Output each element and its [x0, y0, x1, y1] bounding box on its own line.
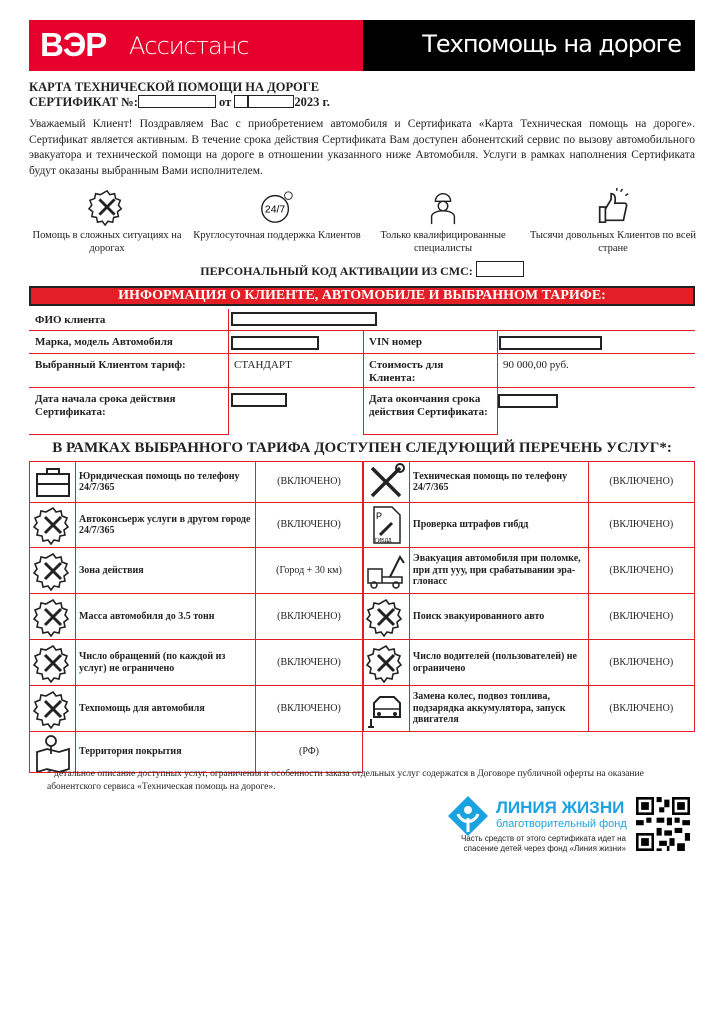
- car-model-label: Марка, модель Автомобиля: [29, 331, 363, 354]
- fine-document-icon: [366, 505, 406, 545]
- service-icon-cell: [30, 640, 76, 686]
- service-banner: [363, 20, 695, 71]
- service-name: Масса автомобиля до 3.5 тонн: [76, 594, 256, 640]
- service-icon-cell: [364, 686, 410, 732]
- feature-item: [528, 188, 698, 255]
- service-name: Число обращений (по каждой из услуг) не ограничено: [76, 640, 256, 686]
- service-icon-cell: [30, 686, 76, 732]
- service-name: Число водителей (пользователей) не ограничено: [409, 640, 588, 686]
- charity-caption: Часть средств от этого сертификата идет на спасение детей через фонд «Линия жизни»: [460, 834, 626, 853]
- start-date-label: Дата начала срока действия Сертификата:: [29, 388, 228, 435]
- tariff-label: Выбранный Клиентом тариф:: [29, 354, 228, 388]
- thumbs-up-icon: [593, 188, 633, 226]
- certificate-heading: [29, 80, 330, 110]
- service-status: (ВКЛЮЧЕНО): [588, 503, 694, 548]
- feature-item: [22, 188, 192, 255]
- service-row: [364, 548, 695, 594]
- service-status: (ВКЛЮЧЕНО): [256, 462, 363, 503]
- service-status: (ВКЛЮЧЕНО): [256, 594, 363, 640]
- service-row: [30, 548, 363, 594]
- service-title: Техпомощь на дороге: [422, 30, 681, 58]
- service-name: Поиск эвакуированного авто: [409, 594, 588, 640]
- divider: [228, 309, 229, 435]
- price-label: Стоимость для Клиента:: [363, 354, 497, 388]
- brand-logo: ВЭР: [40, 26, 107, 63]
- services-title: В РАМКАХ ВЫБРАННОГО ТАРИФА ДОСТУПЕН СЛЕДУЮЩИЙ ПЕРЕЧЕНЬ УСЛУГ*:: [52, 440, 672, 456]
- service-name: Эвакуация автомобиля при поломке, при дтп ууу, при срабатывании эра-глонасс: [409, 548, 588, 594]
- end-date-field[interactable]: [498, 394, 558, 408]
- vin-field[interactable]: [499, 336, 602, 350]
- feature-item: [192, 188, 362, 242]
- gear-tools-icon: [87, 188, 127, 226]
- service-name: Техпомощь для автомобиля: [76, 686, 256, 732]
- mechanic-icon: [423, 188, 463, 226]
- service-icon-cell: [364, 594, 410, 640]
- svg-text:P: P: [376, 511, 383, 521]
- svg-text:ГИБДД: ГИБДД: [375, 538, 392, 544]
- service-status: (ВКЛЮЧЕНО): [588, 462, 694, 503]
- car-model-field[interactable]: [231, 336, 319, 350]
- service-icon-cell: [30, 462, 76, 503]
- service-row: [30, 503, 363, 548]
- service-name: Техническая помощь по телефону 24/7/365: [409, 462, 588, 503]
- service-row: [30, 640, 363, 686]
- from-label: от: [218, 95, 232, 109]
- services-table-right: [363, 461, 695, 732]
- service-status: (ВКЛЮЧЕНО): [588, 548, 694, 594]
- service-icon-cell: [364, 462, 410, 503]
- brand-suffix: Ассистанс: [129, 32, 249, 60]
- gear-tools-icon: [33, 689, 73, 729]
- wrench-screwdriver-icon: [366, 462, 406, 502]
- service-status: (РФ): [256, 732, 363, 773]
- service-row: [364, 640, 695, 686]
- gear-tools-icon: [366, 643, 406, 683]
- start-date-field[interactable]: [231, 393, 287, 407]
- day-field[interactable]: [234, 95, 248, 108]
- service-status: (ВКЛЮЧЕНО): [588, 686, 694, 732]
- service-status: (ВКЛЮЧЕНО): [588, 640, 694, 686]
- year-label: 2023 г.: [294, 95, 330, 109]
- divider: [363, 331, 364, 435]
- feature-label: Круглосуточная поддержка Клиентов: [193, 230, 361, 241]
- feature-label: Только квалифицированные специалисты: [380, 230, 506, 254]
- client-name-label: ФИО клиента: [29, 309, 695, 331]
- charity-name: ЛИНИЯ ЖИЗНИ: [496, 798, 625, 817]
- activation-code-field[interactable]: [476, 261, 524, 277]
- service-icon-cell: [364, 640, 410, 686]
- service-icon-cell: [30, 548, 76, 594]
- service-row: [30, 732, 363, 773]
- certificate-title: КАРТА ТЕХНИЧЕСКОЙ ПОМОЩИ НА ДОРОГЕ: [29, 80, 320, 94]
- certificate-number-field[interactable]: [138, 95, 216, 108]
- charity-subtitle: благотворительный фонд: [496, 818, 627, 830]
- activation-code-label: ПЕРСОНАЛЬНЫЙ КОД АКТИВАЦИИ ИЗ СМС:: [200, 264, 473, 278]
- service-icon-cell: [364, 503, 410, 548]
- service-status: (Город + 30 км): [256, 548, 363, 594]
- service-status: (ВКЛЮЧЕНО): [256, 640, 363, 686]
- gear-tools-icon: [33, 551, 73, 591]
- service-name: Проверка штрафов гибдд: [409, 503, 588, 548]
- charity-logo-icon: [446, 796, 490, 836]
- service-row: [30, 594, 363, 640]
- info-section-title: ИНФОРМАЦИЯ О КЛИЕНТЕ, АВТОМОБИЛЕ И ВЫБРАННОМ ТАРИФЕ:: [29, 286, 695, 306]
- divider: [497, 331, 498, 435]
- certificate-number-label: СЕРТИФИКАТ №:: [29, 95, 138, 109]
- service-row: [30, 686, 363, 732]
- service-icon-cell: [30, 732, 76, 773]
- feature-label: Тысячи довольных Клиентов по всей стране: [529, 230, 696, 254]
- footnote: * детальное описание доступных услуг, ограничения и особенности заказа отдельных услуг содержатся в Договоре публичной оферты на оказание абонентского сервиса «Техническая помощь на дороге».: [47, 769, 644, 792]
- tariff-value: СТАНДАРТ: [228, 354, 363, 388]
- vin-label: VIN номер: [363, 331, 695, 354]
- service-icon-cell: [30, 503, 76, 548]
- service-name: Юридическая помощь по телефону 24/7/365: [76, 462, 256, 503]
- service-row: [364, 462, 695, 503]
- 24-7-icon: [257, 188, 297, 226]
- qr-code[interactable]: [636, 797, 690, 851]
- map-pin-icon: [33, 732, 73, 772]
- feature-item: [358, 188, 528, 255]
- feature-label: Помощь в сложных ситуациях на дорогах: [32, 230, 182, 254]
- gear-tools-icon: [33, 597, 73, 637]
- price-value: 90 000,00 руб.: [497, 354, 695, 388]
- svg-text:24/7: 24/7: [264, 204, 286, 216]
- briefcase-icon: [33, 462, 73, 502]
- end-date-label: Дата окончания срока действия Сертификата:: [363, 388, 497, 435]
- service-row: [364, 686, 695, 732]
- service-icon-cell: [30, 594, 76, 640]
- services-table-left: [29, 461, 363, 773]
- gear-tools-icon: [33, 505, 73, 545]
- service-status: (ВКЛЮЧЕНО): [256, 503, 363, 548]
- activation-code-row: [0, 261, 724, 279]
- car-jack-icon: [366, 689, 406, 729]
- gear-tools-icon: [366, 597, 406, 637]
- service-row: [364, 594, 695, 640]
- service-icon-cell: [364, 548, 410, 594]
- service-row: [364, 503, 695, 548]
- intro-text: Уважаемый Клиент! Поздравляем Вас с приобретением автомобиля и Сертификата «Карта Техническая помощь на дороге». Сертификат является активным. В течение срока действия Сертификата Вам доступен абонентский сервис по вызову автомобильного эвакуатора и технической помощи на дороге в отношении указанного ниже Автомобиля. Услуги в рамках наполнения Сертификата будут оказаны выбранным Вами исполнителем.: [29, 118, 695, 177]
- month-field[interactable]: [248, 95, 294, 108]
- service-name: Автоконсьерж услуги в другом городе 24/7/365: [76, 503, 256, 548]
- gear-tools-icon: [33, 643, 73, 683]
- service-row: [30, 462, 363, 503]
- service-name: Замена колес, подвоз топлива, подзарядка аккумулятора, запуск двигателя: [409, 686, 588, 732]
- service-name: Территория покрытия: [76, 732, 256, 773]
- service-status: (ВКЛЮЧЕНО): [256, 686, 363, 732]
- service-status: (ВКЛЮЧЕНО): [588, 594, 694, 640]
- client-name-field[interactable]: [231, 312, 377, 326]
- tow-truck-icon: [366, 551, 406, 591]
- service-name: Зона действия: [76, 548, 256, 594]
- brand-banner: [29, 20, 363, 71]
